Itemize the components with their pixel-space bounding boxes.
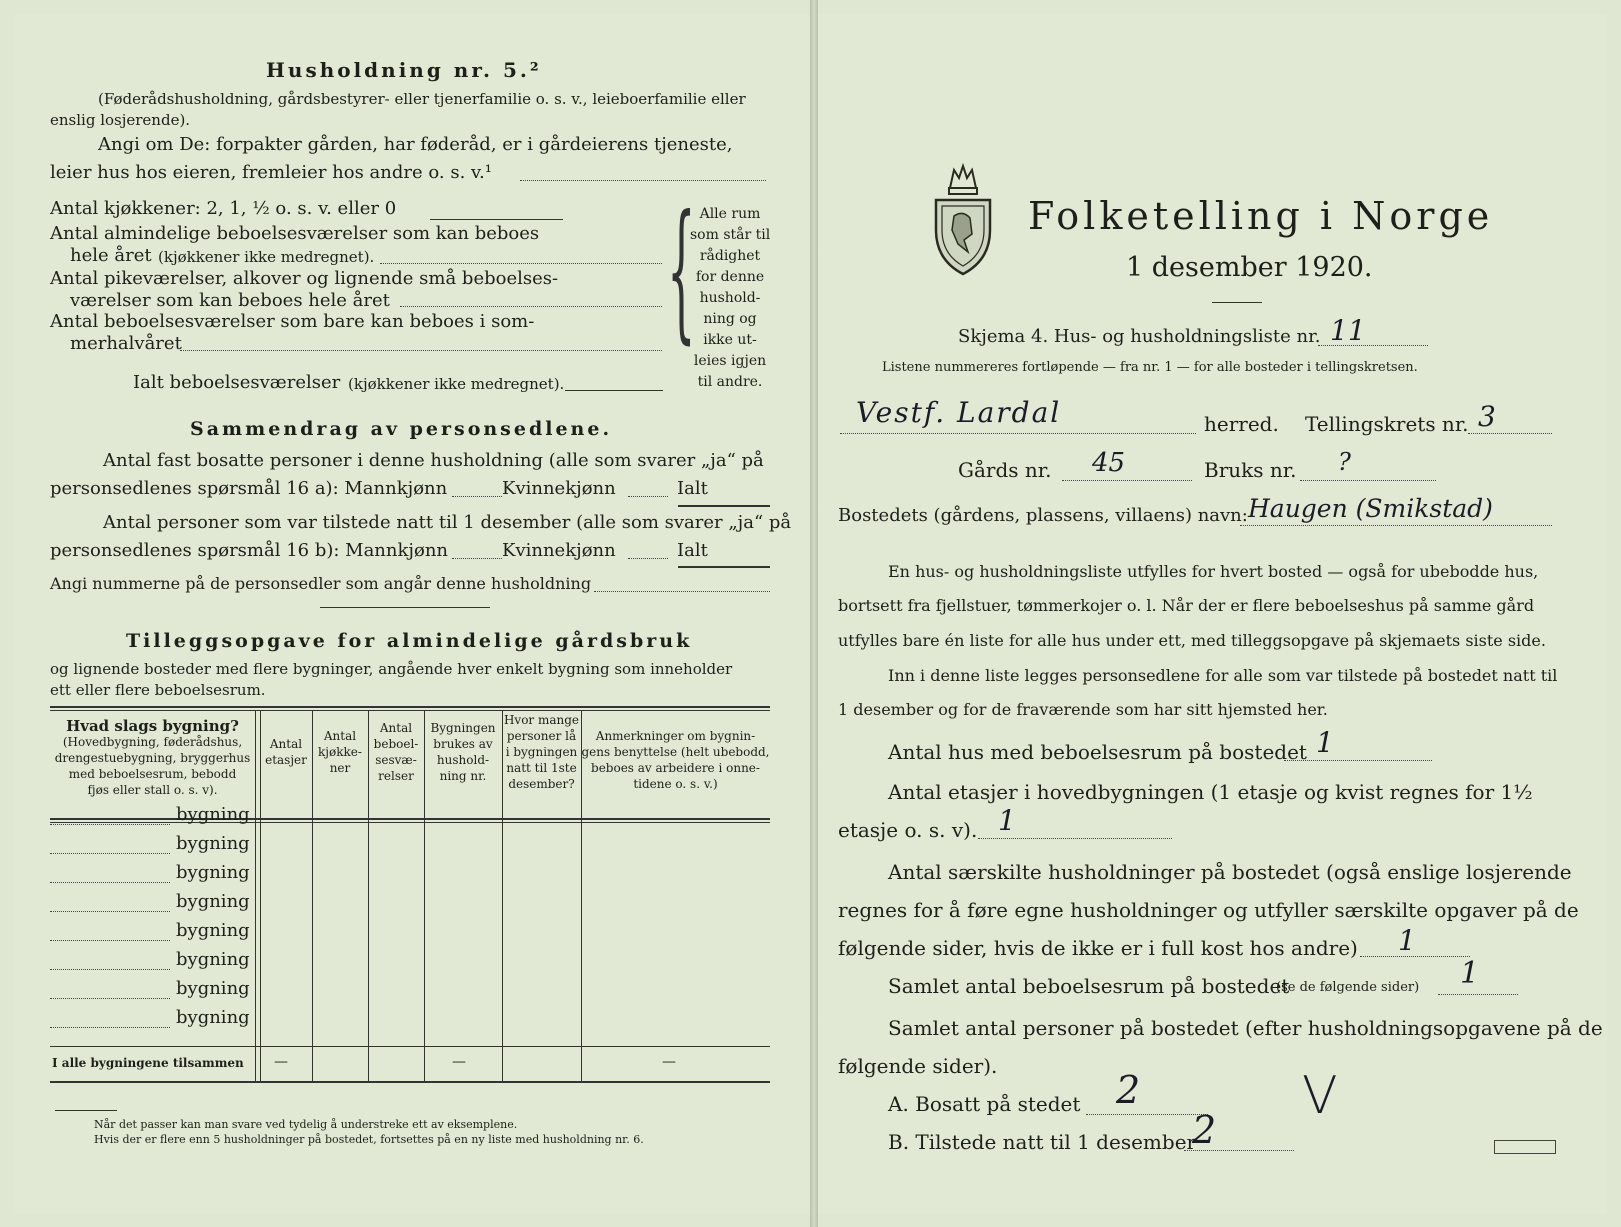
col-head-line: hushold- [436, 753, 490, 767]
footnote-rule [55, 1110, 117, 1111]
alm-fill-line [380, 263, 662, 264]
etasjer-line-2: etasje o. s. v). [838, 818, 978, 842]
tilstede-value: 2 [1192, 1108, 1217, 1152]
fast-kvinne-line [628, 496, 668, 497]
fast-ialt-line [678, 505, 770, 507]
alm-line-2b: (kjøkkener ikke medregnet). [158, 248, 375, 266]
row-fill [50, 998, 170, 999]
som-line-2: merhalvåret [70, 333, 182, 354]
tilstede-label: B. Tilstede natt til 1 desember [888, 1130, 1197, 1154]
alm-line-1: Antal almindelige beboelsesværelser som kan beboes [50, 223, 540, 244]
col-head-kitchens [312, 728, 368, 776]
printer-stamp [1494, 1140, 1556, 1154]
section-divider [320, 607, 490, 608]
tilstede-line-1: Antal personer som var tilstede natt til 1 desember (alle som svarer „ja“ på [103, 512, 792, 533]
hus-label: Antal hus med beboelsesrum på bostedet [888, 740, 1307, 764]
table-row: bygning [176, 949, 250, 970]
row-fill [50, 1027, 170, 1028]
etasjer-line [978, 838, 1172, 839]
intro-paren: (Føderådshusholdning, gårdsbestyrer- eller tjenerfamilie o. s. v., leieboerfamilie eller [98, 90, 746, 108]
col-head-line: Antal [269, 737, 303, 751]
building-table [50, 706, 770, 1096]
side-note-line: hushold- [699, 290, 761, 306]
samlet-pers-line-1: Samlet antal personer på bostedet (efter husholdningsopgavene på de [888, 1016, 1603, 1040]
row-fill [50, 940, 170, 941]
bruks-label: Bruks nr. [1204, 458, 1297, 482]
row-fill [50, 882, 170, 883]
tillegg-heading: Tilleggsopgave for almindelige gårdsbruk [126, 630, 693, 652]
col-head-line: relser [378, 769, 414, 783]
fast-line-2b: Kvinnekjønn [502, 478, 616, 499]
angi-fill-line [520, 180, 766, 181]
kjokkener-label: Antal kjøkkener: 2, 1, ½ o. s. v. eller 0 [50, 198, 397, 219]
col-head-persons [502, 712, 581, 792]
table-row: bygning [176, 804, 250, 825]
tilstede-line-2a: personsedlenes spørsmål 16 b): Mannkjønn [50, 540, 449, 561]
tilstede-line [1184, 1150, 1294, 1151]
som-fill-line [180, 350, 662, 351]
etasjer-value: 1 [998, 804, 1016, 837]
fast-line-2c: Ialt [677, 478, 708, 499]
alm-line-2: hele året [70, 245, 152, 266]
table-total-rule [50, 1046, 770, 1047]
etasjer-line-1: Antal etasjer i hovedbygningen (1 etasje og kvist regnes for 1½ [888, 780, 1533, 804]
census-date: 1 desember 1920. [1126, 252, 1373, 283]
total-label: I alle bygningene tilsammen [52, 1056, 244, 1070]
footnote-2: Hvis der er flere enn 5 husholdninger på bostedet, fortsettes på en ny liste med husholdning nr. 6. [94, 1133, 644, 1146]
bosatt-line [1086, 1114, 1208, 1115]
samlet-rum-value: 1 [1460, 956, 1480, 991]
tellingskrets-line [1468, 433, 1552, 434]
col-head-line: kjøkke- [318, 745, 362, 759]
sarsk-line-2: regnes for å føre egne husholdninger og utfyller særskilte opgaver på de [838, 898, 1579, 922]
gards-line [1062, 480, 1192, 481]
col-head-line: Bygningen [430, 721, 496, 735]
brace: { [667, 184, 696, 358]
col-head-line: i bygningen [505, 745, 578, 759]
table-header-rule [50, 818, 770, 820]
row-fill [50, 969, 170, 970]
row-fill [50, 853, 170, 854]
col-head-line: natt til 1ste [506, 761, 577, 775]
tilstede-kvinne-line [628, 558, 668, 559]
table-row: bygning [176, 1007, 250, 1028]
col-head-line: ner [329, 761, 351, 775]
ialt-label: Ialt beboelsesværelser [133, 372, 341, 393]
side-note-line: til andre. [697, 374, 763, 390]
tillegg-line-2: ett eller flere beboelsesrum. [50, 681, 266, 699]
table-row: bygning [176, 862, 250, 883]
page-fold [810, 0, 818, 1227]
para1-line-2: bortsett fra fjellstuer, tømmerkojer o. l. Når der er flere beboelseshus på samme gård [838, 596, 1535, 615]
col-head-building-type [50, 718, 255, 798]
side-note-line: for denne [695, 269, 765, 285]
bruks-line [1300, 480, 1436, 481]
bostedets-line [1240, 525, 1552, 526]
herred-line [840, 433, 1196, 434]
bostedets-label: Bostedets (gårdens, plassens, villaens) navn: [838, 505, 1248, 526]
col-head-line: personer lå [506, 729, 577, 743]
col-head-line: gens benyttelse (helt ubebodd, [581, 745, 770, 759]
table-top-rule-2 [50, 710, 770, 711]
intro-paren-2: enslig losjerende). [50, 111, 191, 129]
bosatt-label: A. Bosatt på stedet [888, 1092, 1081, 1116]
samlet-rum-paren: (se de følgende sider) [1276, 980, 1420, 995]
sarsk-line-3: følgende sider, hvis de ikke er i full kost hos andre) [838, 936, 1358, 960]
col-head-line: tidene o. s. v.) [633, 777, 718, 791]
tellingskrets-label: Tellingskrets nr. [1305, 412, 1469, 436]
nummerne-line [594, 591, 770, 592]
side-note-line: ikke ut- [703, 332, 757, 348]
tilstede-line-2b: Kvinnekjønn [502, 540, 616, 561]
side-note-line: Alle rum [699, 206, 761, 222]
check-mark: V [1302, 1066, 1338, 1126]
kjokkener-line [430, 219, 563, 220]
gards-label: Gårds nr. [958, 458, 1052, 482]
tilstede-line-2c: Ialt [677, 540, 708, 561]
col-sep [255, 710, 256, 1081]
household-heading: Husholdning nr. 5.² [266, 58, 542, 82]
herred-value: Vestf. Lardal [856, 396, 1062, 429]
col-head-line: ning nr. [439, 769, 487, 783]
samlet-pers-line-2: følgende sider). [838, 1054, 998, 1078]
table-row: bygning [176, 978, 250, 999]
col-head-line: desember? [508, 777, 575, 791]
table-row: bygning [176, 833, 250, 854]
col-head-line: beboes av arbeidere i onne- [591, 761, 760, 775]
table-row: bygning [176, 891, 250, 912]
tillegg-line-1: og lignende bosteder med flere bygninger, angående hver enkelt bygning som inneholder [50, 660, 733, 678]
table-bottom-rule [50, 1081, 770, 1083]
ialt-paren: (kjøkkener ikke medregnet). [348, 375, 565, 393]
para2-line-1: Inn i denne liste legges personsedlene for alle som var tilstede på bostedet natt til [888, 666, 1558, 685]
coat-of-arms-icon [928, 160, 998, 280]
side-note-line: ning og [703, 311, 757, 327]
bostedets-value: Haugen (Smikstad) [1248, 494, 1493, 523]
col-head-line: sesvæ- [375, 753, 417, 767]
table-row: bygning [176, 920, 250, 941]
row-fill [50, 911, 170, 912]
col-head-line: Hvor mange [503, 713, 580, 727]
sarsk-value: 1 [1398, 924, 1416, 957]
samlet-rum-label: Samlet antal beboelsesrum på bostedet [888, 974, 1290, 998]
col-head-line: etasjer [265, 753, 307, 767]
som-line-1: Antal beboelsesværelser som bare kan beboes i som- [50, 311, 535, 332]
fast-line-1: Antal fast bosatte personer i denne husholdning (alle som svarer „ja“ på [103, 450, 764, 471]
pike-fill-line [400, 306, 662, 307]
skjema-label: Skjema 4. Hus- og husholdningsliste nr. [958, 326, 1321, 347]
pike-line-2: værelser som kan beboes hele året [70, 290, 390, 311]
col-head-line: Antal [323, 729, 357, 743]
col-head-line: med beboelsesrum, bebodd [68, 767, 237, 781]
skjema-value: 11 [1330, 314, 1366, 347]
table-top-rule [50, 706, 770, 708]
fast-line-2a: personsedlenes spørsmål 16 a): Mannkjønn [50, 478, 448, 499]
col-head-line: brukes av [433, 737, 493, 751]
side-note-line: rådighet [699, 248, 761, 264]
para2-line-2: 1 desember og for de fraværende som har sitt hjemsted her. [838, 700, 1328, 719]
nummerne-label: Angi nummerne på de personsedler som angår denne husholdning [50, 574, 592, 593]
tellingskrets-value: 3 [1478, 400, 1496, 433]
para1-line-3: utfylles bare én liste for alle hus under ett, med tilleggsopgave på skjemaets siste side. [838, 631, 1546, 650]
tilstede-ialt-line [678, 566, 770, 568]
listene-note: Listene nummereres fortløpende — fra nr. 1 — for alle bosteder i tellingskretsen. [882, 360, 1418, 375]
col-head-remarks [581, 728, 770, 792]
fast-mann-line [452, 496, 502, 497]
samlet-rum-line [1438, 994, 1518, 995]
herred-label: herred. [1204, 412, 1279, 436]
census-title: Folketelling i Norge [1028, 194, 1494, 238]
col-head-floors [260, 736, 312, 768]
hus-value: 1 [1316, 726, 1334, 759]
col-head-line: fjøs eller stall o. s. v). [87, 783, 218, 797]
tilstede-mann-line [452, 558, 502, 559]
col-head-line: Hvad slags bygning? [66, 717, 239, 735]
col-head-household [424, 720, 502, 784]
side-note-line: som står til [690, 227, 771, 243]
col-head-line: Antal [379, 721, 413, 735]
sarsk-line [1360, 956, 1470, 957]
col-head-rooms [368, 720, 424, 784]
bruks-value: ? [1338, 448, 1351, 476]
angi-line-1: Angi om De: forpakter gården, har føderåd, er i gårdeierens tjeneste, [98, 134, 733, 155]
total-dash: — [662, 1054, 676, 1070]
angi-line-2: leier hus hos eieren, fremleier hos andre o. s. v.¹ [50, 162, 492, 183]
col-head-line: (Hovedbygning, føderådshus, [62, 735, 243, 749]
footnote-1: Når det passer kan man svare ved tydelig å understreke ett av eksemplene. [94, 1118, 518, 1131]
total-dash: — [452, 1054, 466, 1070]
gards-value: 45 [1092, 448, 1126, 478]
bosatt-value: 2 [1116, 1068, 1141, 1112]
title-rule [1212, 302, 1262, 303]
side-note-line: leies igjen [693, 353, 767, 369]
col-head-line: drengestuebygning, bryggerhus [54, 751, 251, 765]
ialt-fill-line [565, 390, 663, 391]
para1-line-1: En hus- og husholdningsliste utfylles for hvert bosted — også for ubebodde hus, [888, 562, 1539, 581]
hus-line [1284, 760, 1432, 761]
side-note [690, 204, 770, 393]
skjema-line [1318, 345, 1428, 346]
total-dash: — [274, 1054, 288, 1070]
table-header-rule-2 [50, 822, 770, 823]
row-fill [50, 824, 170, 825]
sarsk-line-1: Antal særskilte husholdninger på bostedet (også enslige losjerende [888, 860, 1572, 884]
col-head-line: beboel- [373, 737, 419, 751]
col-head-line: Anmerkninger om bygnin- [595, 729, 756, 743]
pike-line-1: Antal pikeværelser, alkover og lignende små beboelses- [50, 268, 559, 289]
summary-heading: Sammendrag av personsedlene. [190, 418, 613, 440]
